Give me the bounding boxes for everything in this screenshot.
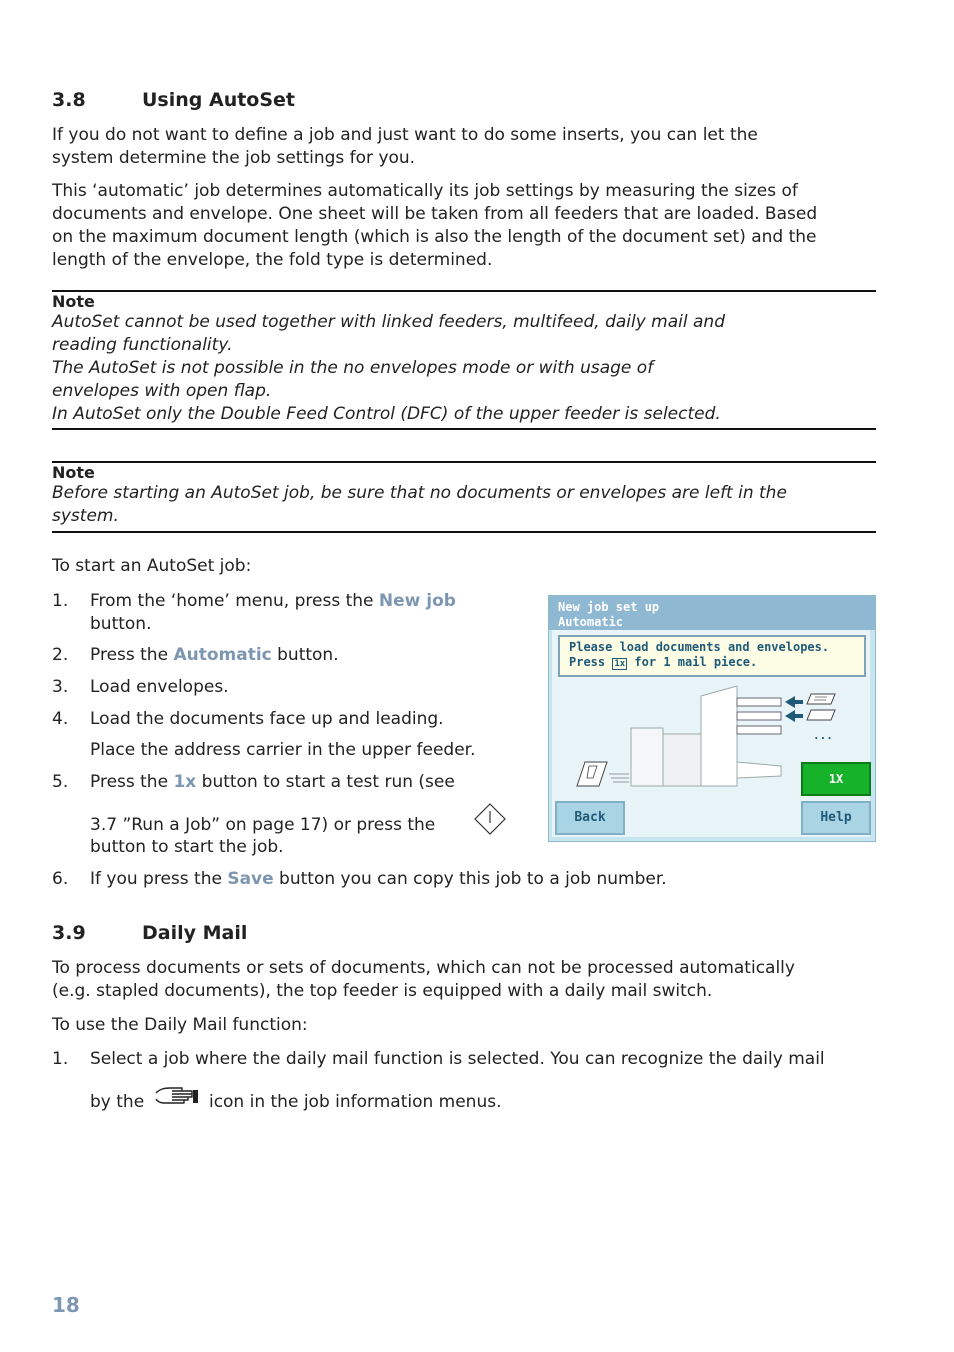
- text-line: length of the envelope, the fold type is determined.: [52, 250, 493, 270]
- step-2: [90, 644, 339, 667]
- text-line: documents and envelope. One sheet will be taken from all feeders that are loaded. Based: [52, 204, 818, 224]
- back-button[interactable]: Back: [555, 801, 625, 835]
- text-line: reading functionality.: [52, 335, 233, 355]
- start-intro: To start an AutoSet job:: [52, 556, 252, 576]
- step-5-line3: button to start the job.: [90, 837, 284, 857]
- step-6: [90, 868, 667, 891]
- step-text: Press the: [90, 772, 174, 792]
- note-box-before-start: [52, 461, 876, 533]
- screen-header: [549, 596, 875, 630]
- step-4-subtext: Place the address carrier in the upper feeder.: [90, 740, 476, 760]
- screen-message-box: [558, 635, 866, 677]
- step-5-line2: [90, 814, 435, 837]
- daily-mail-hand-icon: [154, 1085, 200, 1109]
- new-job-button-ref: New job: [378, 591, 456, 611]
- step-text: button.: [90, 614, 152, 634]
- step-text: Press the: [90, 645, 174, 665]
- text-line: system determine the job settings for you.: [52, 148, 416, 168]
- step-number: 1.: [52, 1049, 69, 1069]
- step-text: From the ‘home’ menu, press the: [90, 591, 379, 611]
- help-button[interactable]: Help: [801, 801, 871, 835]
- section-title: Daily Mail: [142, 922, 248, 944]
- step-text: 3.7 ”Run a Job” on page 17) or press the: [90, 815, 436, 835]
- text-line: system.: [52, 506, 119, 526]
- step-number: 6.: [52, 869, 69, 889]
- note-box-autoset-limits: [52, 290, 876, 430]
- note-label: Note: [52, 292, 95, 311]
- start-diamond-icon: [473, 802, 507, 836]
- text-line: AutoSet cannot be used together with linked feeders, multifeed, daily mail and: [52, 312, 725, 332]
- section-title: Using AutoSet: [142, 89, 296, 111]
- section-number: 3.9: [52, 922, 86, 944]
- description-paragraph: [52, 180, 817, 272]
- step-number: 5.: [52, 772, 69, 792]
- text-line: The AutoSet is not possible in the no envelopes mode or with usage of: [52, 358, 654, 378]
- step-3: Load envelopes.: [90, 677, 229, 697]
- step-5: [90, 771, 455, 794]
- 1x-button[interactable]: 1X: [801, 762, 871, 796]
- note-text: [52, 311, 876, 426]
- section-number: 3.8: [52, 89, 86, 111]
- screen-subtitle: Automatic: [558, 615, 624, 629]
- text-line: This ‘automatic’ job determines automatically its job settings by measuring the sizes of: [52, 181, 798, 201]
- step-number: 1.: [52, 591, 69, 611]
- 1x-button-ref: 1x: [173, 772, 197, 792]
- step-text: by the: [90, 1092, 150, 1112]
- step-text: button you can copy this job to a job number.: [273, 869, 667, 889]
- message-text: Press: [569, 655, 613, 669]
- automatic-button-ref: Automatic: [173, 645, 272, 665]
- text-line: envelopes with open flap.: [52, 381, 272, 401]
- page-number: 18: [52, 1293, 80, 1317]
- step-text: If you press the: [90, 869, 228, 889]
- screen-message-line: Please load documents and envelopes.: [569, 640, 830, 654]
- text-line: (e.g. stapled documents), the top feeder is equipped with a daily mail switch.: [52, 981, 713, 1001]
- message-text: for 1 mail piece.: [627, 655, 758, 669]
- step-text: button.: [271, 645, 339, 665]
- autoset-screen-illustration: [548, 595, 876, 842]
- intro-paragraph: [52, 124, 758, 170]
- text-line: If you do not want to define a job and just want to do some inserts, you can let the: [52, 125, 758, 145]
- step-number: 3.: [52, 677, 69, 697]
- 1x-key-icon: 1x: [614, 659, 626, 669]
- step-text: icon in the job information menus.: [203, 1092, 502, 1112]
- daily-mail-step-1: Select a job where the daily mail function is selected. You can recognize the daily mail: [90, 1049, 825, 1069]
- step-number: 4.: [52, 709, 69, 729]
- text-line: To process documents or sets of documents, which can not be processed automatically: [52, 958, 795, 978]
- daily-mail-step-1-line2: [90, 1085, 502, 1114]
- step-1: [90, 590, 456, 636]
- screen-title: New job set up: [558, 600, 660, 614]
- text-line: on the maximum document length (which is also the length of the document set) and the: [52, 227, 817, 247]
- step-text: button to start a test run (see: [196, 772, 455, 792]
- text-line: Before starting an AutoSet job, be sure that no documents or envelopes are left in the: [52, 483, 787, 503]
- daily-mail-paragraph: [52, 957, 795, 1003]
- screen-message-line: [569, 655, 757, 670]
- note-label: Note: [52, 463, 95, 482]
- section-heading-3-9: [52, 922, 552, 948]
- note-text: [52, 482, 876, 528]
- step-number: 2.: [52, 645, 69, 665]
- section-heading-3-8: [52, 89, 552, 115]
- save-button-ref: Save: [227, 869, 274, 889]
- step-4: Load the documents face up and leading.: [90, 709, 444, 729]
- more-feeders-ellipsis: ...: [813, 729, 833, 742]
- daily-mail-intro: To use the Daily Mail function:: [52, 1015, 308, 1035]
- text-line: In AutoSet only the Double Feed Control (DFC) of the upper feeder is selected.: [52, 404, 721, 424]
